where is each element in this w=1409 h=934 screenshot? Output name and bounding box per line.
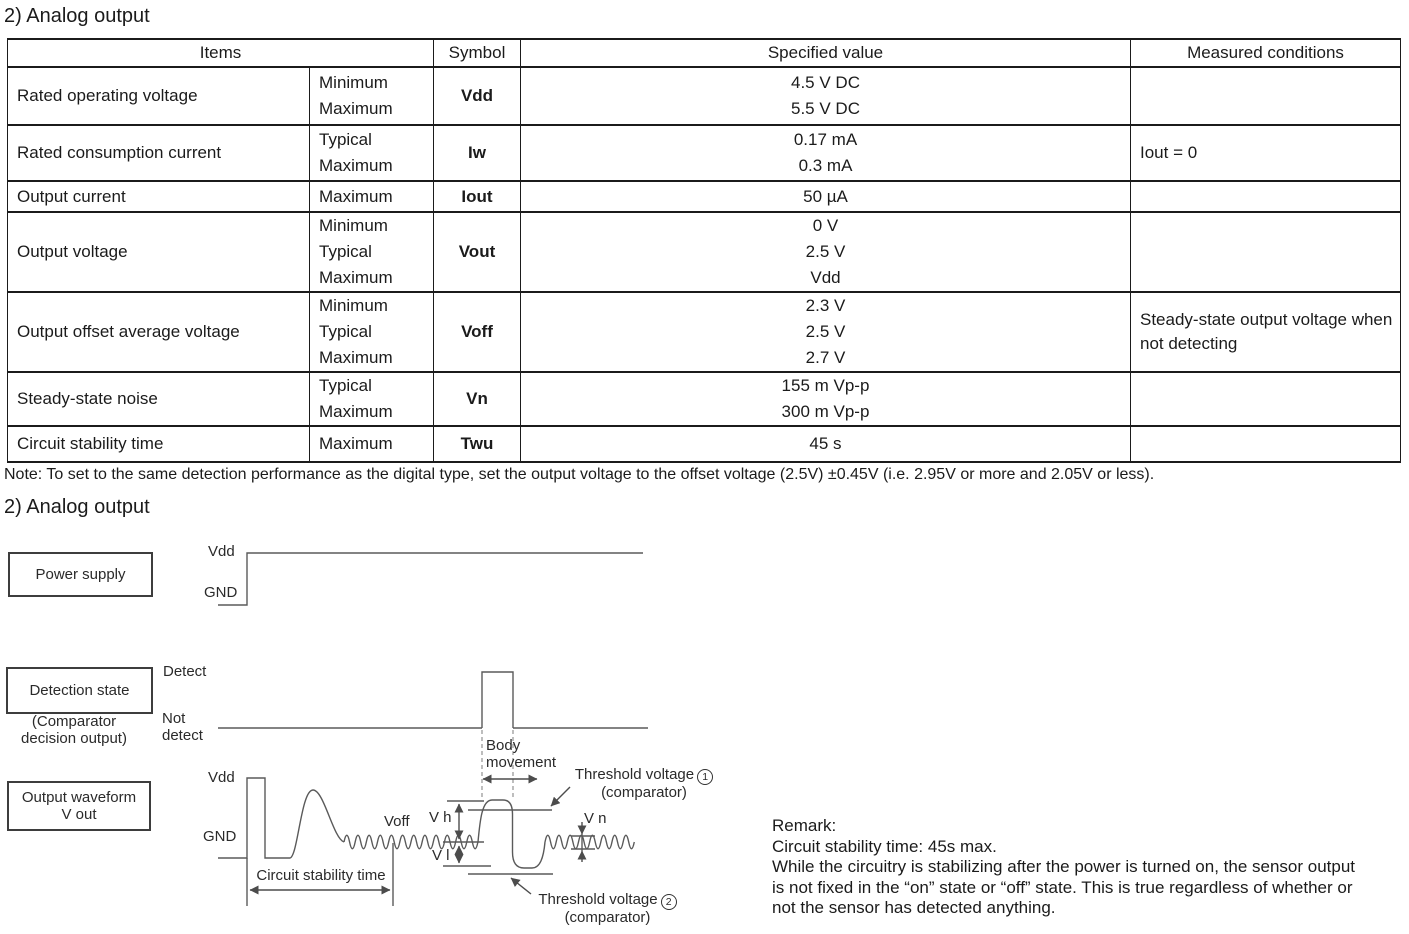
column-header-items: Items bbox=[8, 39, 434, 67]
value-line: 0.17 mA bbox=[793, 130, 858, 149]
level-line: Minimum bbox=[319, 73, 388, 92]
value-line: 5.5 V DC bbox=[791, 99, 860, 118]
item-cell: Rated consumption current bbox=[8, 125, 310, 181]
circuit-stability-time-label: Circuit stability time bbox=[256, 867, 386, 884]
power-supply-waveform bbox=[218, 553, 643, 605]
power-supply-gnd-label: GND bbox=[204, 584, 238, 601]
threshold2-sub: (comparator) bbox=[564, 909, 651, 926]
value-line: 2.7 V bbox=[805, 348, 846, 367]
threshold1-sub: (comparator) bbox=[601, 784, 687, 801]
detection-state-box bbox=[6, 667, 153, 714]
level-line: Typical bbox=[319, 130, 372, 149]
value-line: 2.5 V bbox=[805, 322, 846, 341]
level-line: Maximum bbox=[319, 156, 393, 175]
level-line: Maximum bbox=[319, 434, 393, 453]
level-line: Typical bbox=[319, 242, 372, 261]
measured-cell: Steady-state output voltage when not detecting bbox=[1131, 292, 1401, 372]
detection-state-box-label: Detection state bbox=[29, 682, 130, 699]
output-waveform-box-line2: V out bbox=[61, 806, 97, 823]
value-line: 45 s bbox=[809, 434, 842, 453]
item-cell: Output current bbox=[8, 181, 310, 212]
remark-line: is not fixed in the “on” state or “off” state. This is true regardless of whether or bbox=[772, 877, 1353, 897]
body-movement-label: Body movement bbox=[486, 737, 557, 771]
item-cell: Output voltage bbox=[8, 212, 310, 292]
output-waveform-box-line1: Output waveform bbox=[21, 789, 137, 806]
item-cell: Circuit stability time bbox=[8, 426, 310, 462]
value-line: 4.5 V DC bbox=[791, 73, 860, 92]
remark-title: Remark: bbox=[772, 816, 837, 835]
symbol-cell: Vout bbox=[434, 212, 521, 292]
detection-pulse bbox=[482, 672, 513, 728]
symbol-cell: Twu bbox=[434, 426, 521, 462]
level-line: Maximum bbox=[319, 99, 393, 118]
table-note: Note: To set to the same detection performance as the digital type, set the output voltage to the offset voltage (2.5V) ±0.45V (i.e. 2.95V or more and 2.05V or less). bbox=[4, 466, 1155, 483]
item-cell: Rated operating voltage bbox=[8, 67, 310, 125]
level-line: Minimum bbox=[319, 216, 388, 235]
value-line: 300 m Vp-p bbox=[781, 402, 870, 421]
section-title-analog-output: 2) Analog output bbox=[4, 5, 150, 27]
symbol-cell: Vn bbox=[434, 372, 521, 426]
symbol-cell: Voff bbox=[434, 292, 521, 372]
level-line: Minimum bbox=[319, 296, 388, 315]
level-line: Typical bbox=[319, 322, 372, 341]
value-line: 2.5 V bbox=[805, 242, 846, 261]
power-supply-vdd-label: Vdd bbox=[208, 543, 235, 560]
detect-label: Detect bbox=[163, 663, 207, 680]
item-cell: Output offset average voltage bbox=[8, 292, 310, 372]
output-waveform-box bbox=[7, 781, 151, 831]
output-noise-ripple-2 bbox=[545, 835, 634, 849]
output-gnd-label: GND bbox=[203, 828, 237, 845]
remark-line: Circuit stability time: 45s max. bbox=[772, 836, 997, 856]
vl-label: V l bbox=[432, 847, 450, 864]
symbol-cell: Iout bbox=[434, 181, 521, 212]
symbol-cell: Iw bbox=[434, 125, 521, 181]
threshold1-label bbox=[558, 766, 730, 801]
power-supply-box bbox=[8, 552, 153, 597]
level-line: Maximum bbox=[319, 268, 393, 287]
remark-block bbox=[772, 816, 1409, 919]
column-header-measured-conditions: Measured conditions bbox=[1131, 39, 1401, 67]
value-line: 2.3 V bbox=[805, 296, 846, 315]
vh-label: V h bbox=[429, 809, 452, 826]
item-cell: Steady-state noise bbox=[8, 372, 310, 426]
column-header-specified-value: Specified value bbox=[521, 39, 1131, 67]
measured-cell: Iout = 0 bbox=[1131, 125, 1401, 181]
remark-line: not the sensor has detected anything. bbox=[772, 898, 1056, 917]
circled-number-2: 2 bbox=[661, 894, 677, 910]
threshold2-text: Threshold voltage bbox=[538, 891, 658, 908]
threshold2-label bbox=[520, 891, 695, 926]
power-supply-box-label: Power supply bbox=[35, 566, 126, 583]
output-waveform-start bbox=[218, 778, 344, 858]
value-line: 0 V bbox=[812, 216, 839, 235]
level-line: Maximum bbox=[319, 348, 393, 367]
output-waveform-box-label bbox=[22, 789, 136, 823]
value-line: Vdd bbox=[810, 268, 841, 287]
level-line: Maximum bbox=[319, 402, 393, 421]
vn-label: V n bbox=[584, 810, 607, 827]
level-line: Maximum bbox=[319, 186, 393, 206]
threshold1-text: Threshold voltage bbox=[574, 766, 695, 783]
value-line: 0.3 mA bbox=[798, 156, 853, 175]
value-line: 50 µA bbox=[803, 186, 848, 206]
circled-number-1: 1 bbox=[697, 769, 713, 785]
value-line: 155 m Vp-p bbox=[781, 376, 870, 395]
voff-label: Voff bbox=[384, 813, 410, 830]
not-detect-label: Not detect bbox=[162, 710, 203, 744]
level-line: Typical bbox=[319, 376, 372, 395]
comparator-caption: (Comparator decision output) bbox=[21, 713, 127, 747]
column-header-symbol: Symbol bbox=[434, 39, 521, 67]
output-vdd-label: Vdd bbox=[208, 769, 235, 786]
remark-line: While the circuitry is stabilizing after the power is turned on, the sensor output bbox=[772, 857, 1356, 876]
symbol-cell: Vdd bbox=[434, 67, 521, 125]
section-title-analog-output-diagram: 2) Analog output bbox=[4, 496, 150, 518]
